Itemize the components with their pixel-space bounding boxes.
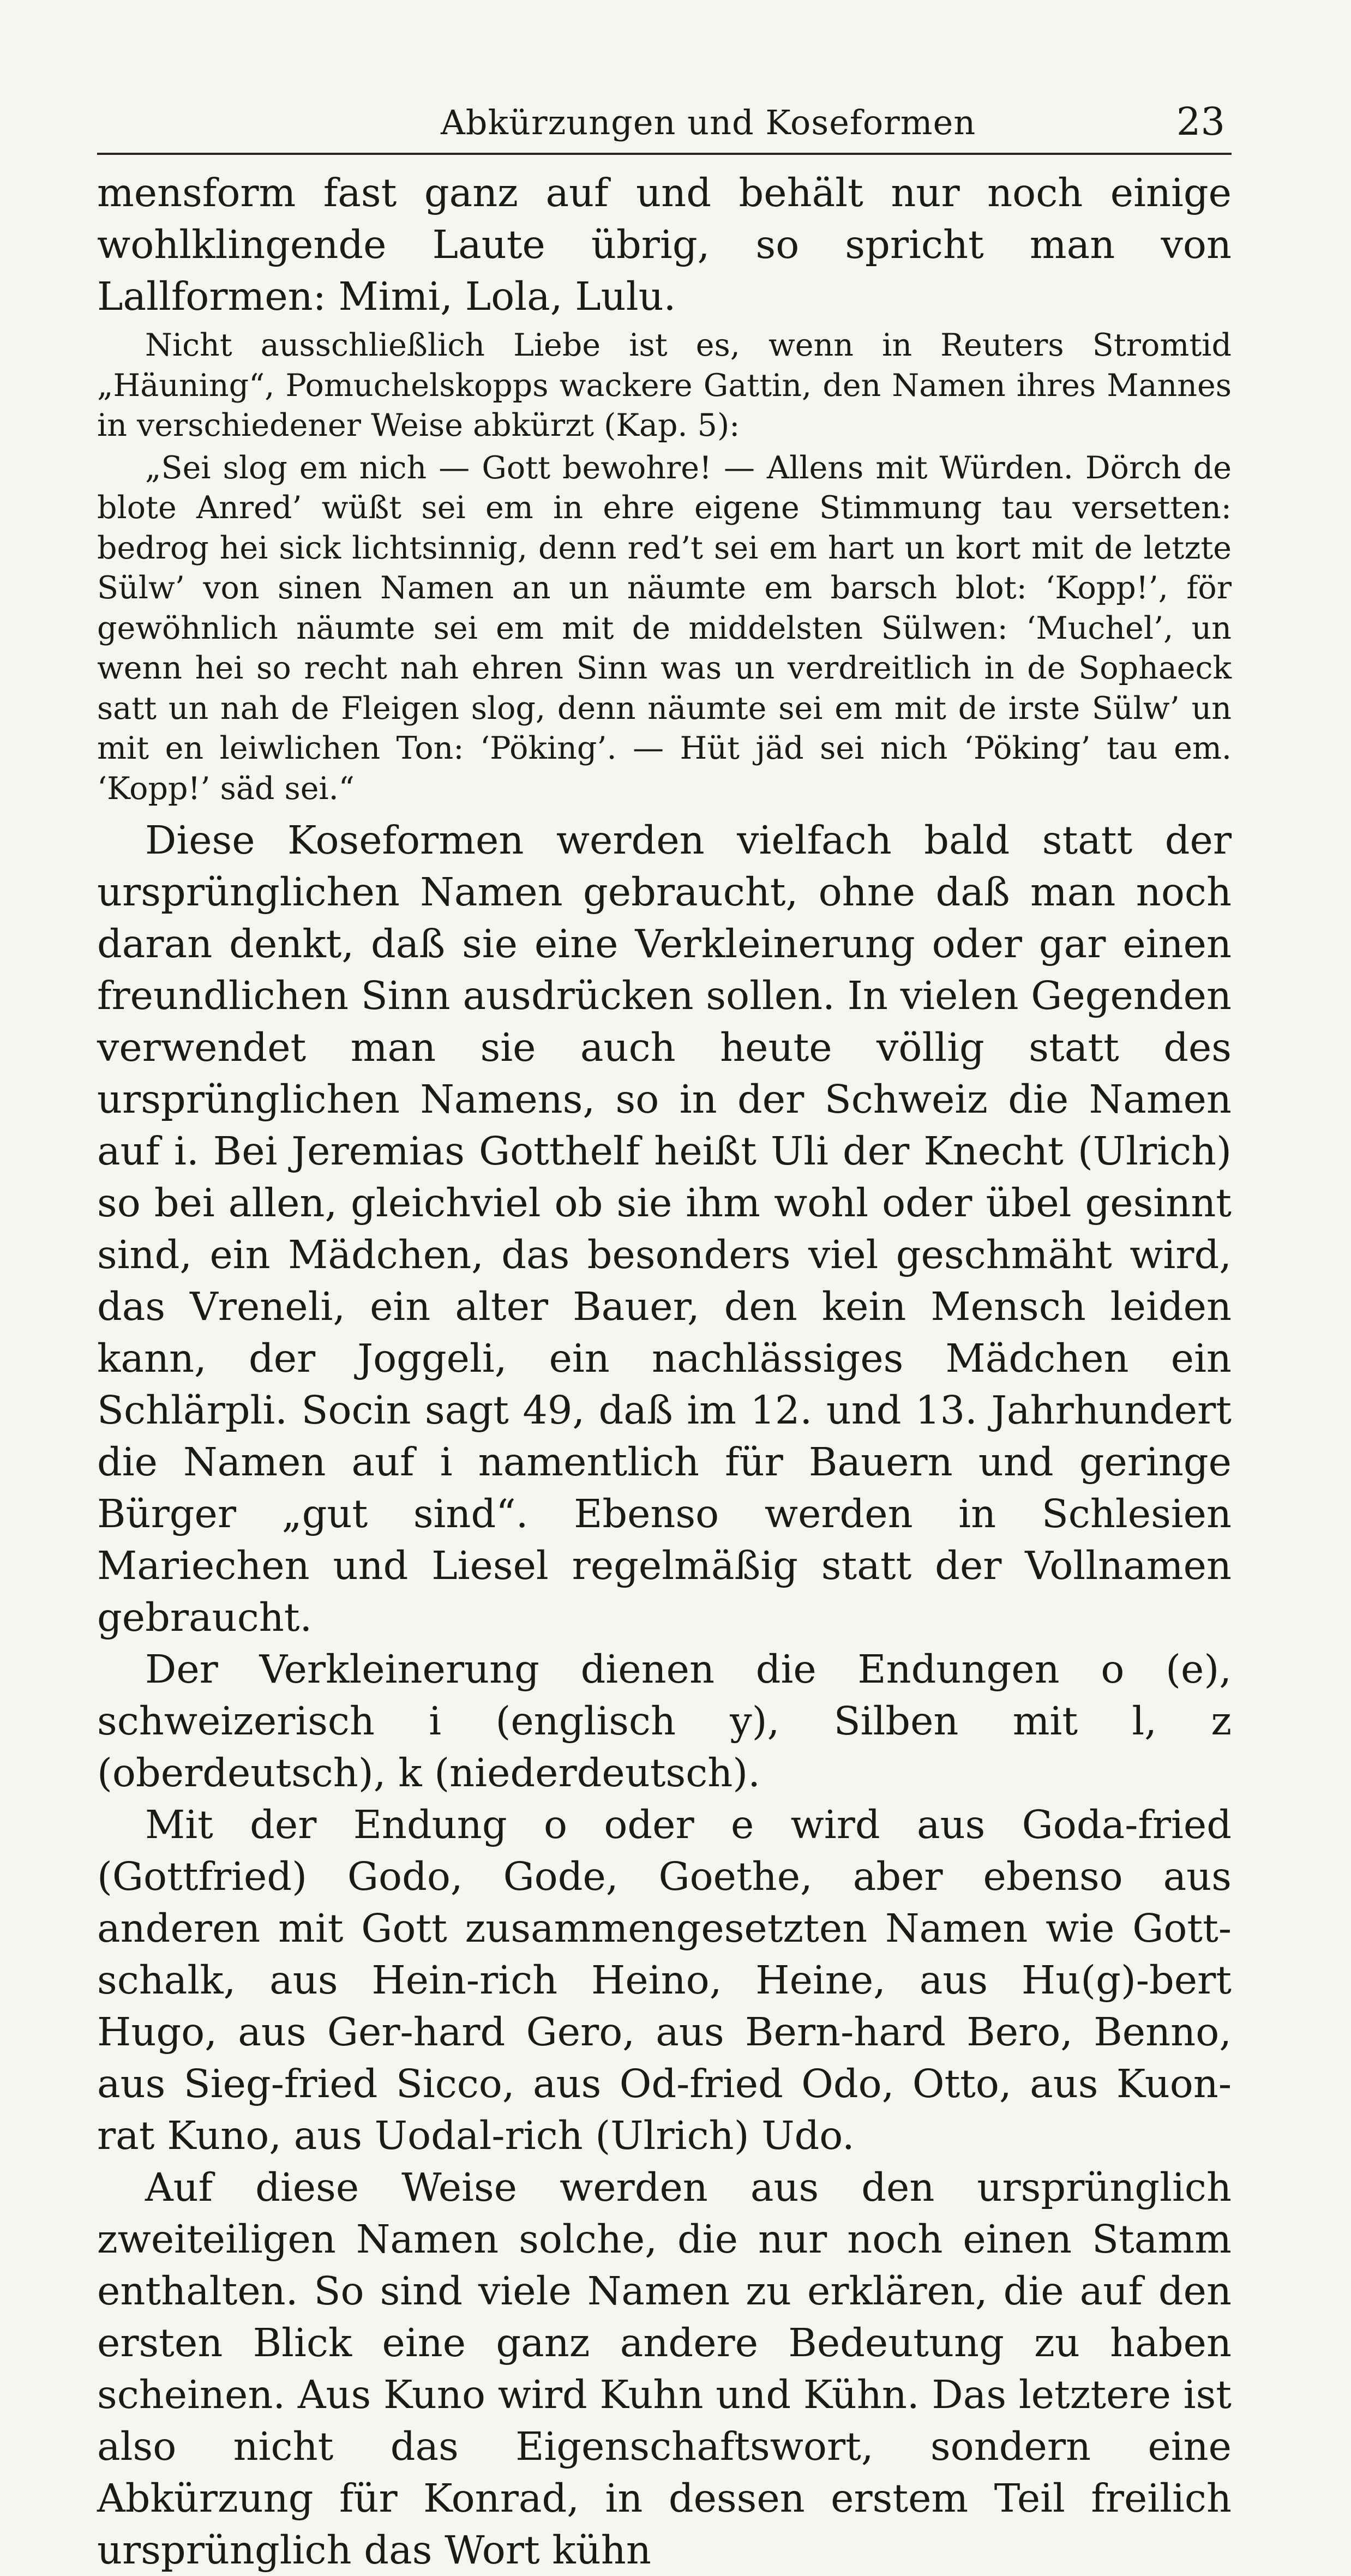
page-number: 23 bbox=[1176, 99, 1225, 144]
running-header bbox=[97, 93, 1232, 155]
paragraph-koseformen: Diese Koseformen werden vielfach bald statt der ursprünglichen Namen gebraucht, ohne daß man noch daran denkt, daß sie eine Verkleinerung oder gar einen freundlichen Sinn ausdrücken sollen. In vielen Gegenden verwendet man sie auch heute völlig statt des ursprünglichen Namens, so in der Schweiz die Namen auf i. Bei Jeremias Gotthelf heißt Uli der Knecht (Ulrich) so bei allen, gleichviel ob sie ihm wohl oder übel gesinnt sind, ein Mädchen, das besonders viel geschmäht wird, das Vreneli, ein alter Bauer, den kein Mensch leiden kann, der Joggeli, ein nachlässiges Mädchen ein Schlärpli. Socin sagt 49, daß im 12. und 13. Jahrhundert die Namen auf i namentlich für Bauern und geringe Bürger „gut sind“. Ebenso werden in Schlesien Mariechen und Liesel regelmäßig statt der Vollnamen gebraucht. bbox=[97, 818, 1232, 1640]
paragraph-continuation: mensform fast ganz auf und behält nur noch einige wohlklingende Laute übrig, so spricht man von Lallformen: Mimi, Lola, Lulu. bbox=[97, 170, 1232, 319]
paragraph-verkleinerung: Der Verkleinerung dienen die Endungen o (e), schweizerisch i (englisch y), Silben mit l, z (oberdeutsch), k (niederdeutsch). bbox=[97, 1647, 1232, 1796]
paragraph-endung-o: Mit der Endung o oder e wird aus Goda-fried (Gottfried) Godo, Gode, Goethe, aber ebenso aus anderen mit Gott zusammengesetzten Namen wie Gott-schalk, aus Hein-rich Heino, Heine, aus Hu(g)-bert Hugo, aus Ger-hard Gero, aus Bern-hard Bero, Benno, aus Sieg-fried Sicco, aus Od-fried Odo, Otto, aus Kuon-rat Kuno, aus Uodal-rich (Ulrich) Udo. bbox=[97, 1802, 1232, 2158]
book-page bbox=[97, 93, 1232, 2576]
paragraph-zweiteilige-namen: Auf diese Weise werden aus den ursprünglich zweiteiligen Namen solche, die nur noch einen Stamm enthalten. So sind viele Namen zu erklären, die auf den ersten Blick eine ganz andere Bedeutung zu haben scheinen. Aus Kuno wird Kuhn und Kühn. Das letztere ist also nicht das Eigenschaftswort, sondern eine Abkürzung für Konrad, in dessen erstem Teil freilich ursprünglich das Wort kühn bbox=[97, 2165, 1232, 2573]
paragraph-reuter-intro: Nicht ausschließlich Liebe ist es, wenn in Reuters Stromtid „Häuning“, Pomuchelskopps wackere Gattin, den Namen ihres Mannes in verschiedener Weise abkürzt (Kap. 5): bbox=[97, 327, 1232, 443]
paragraph-reuter-quote: „Sei slog em nich — Gott bewohre! — Allens mit Würden. Dörch de blote Anred’ wüßt sei em in ehre eigene Stimmung tau versetten: bedrog hei sick lichtsinnig, denn red’t sei em hart un kort mit de letzte Sülw’ von sinen Namen an un näumte em barsch blot: ‘Kopp!’, för gewöhnlich näumte sei em mit de middelsten Sülwen: ‘Muchel’, un wenn hei so recht nah ehren Sinn was un verdreitlich in de Sophaeck satt un nah de Fleigen slog, denn näumte sei em mit de irste Sülw’ un mit en leiwlichen Ton: ‘Pöking’. — Hüt jäd sei nich ‘Pöking’ tau em. ‘Kopp!’ säd sei.“ bbox=[97, 449, 1232, 807]
quotation-block bbox=[97, 448, 1232, 809]
body-text bbox=[97, 167, 1232, 2576]
running-title: Abkürzungen und Koseformen bbox=[441, 103, 976, 142]
